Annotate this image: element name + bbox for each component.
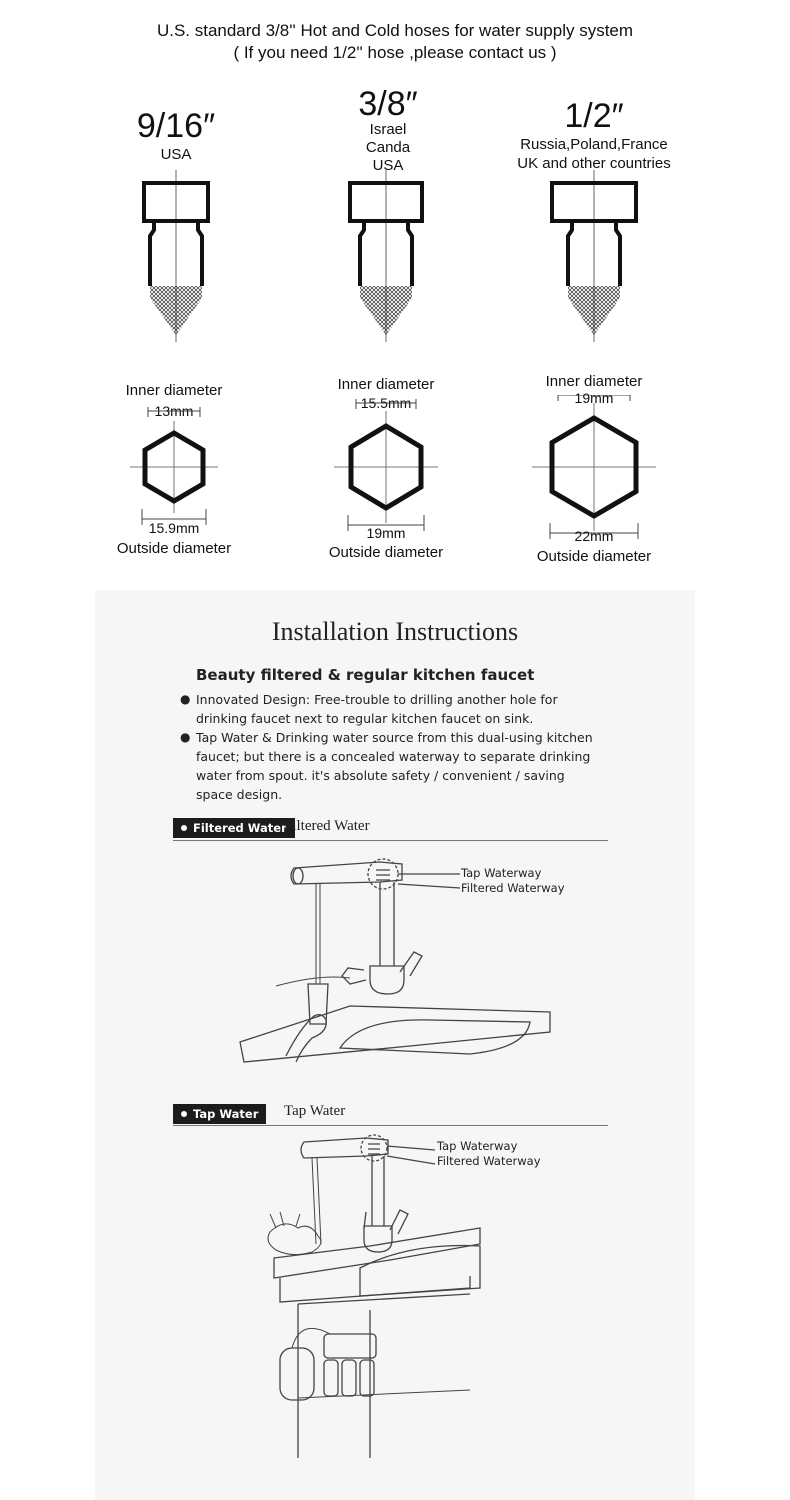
fitting-icon (552, 170, 636, 342)
region-label: Canda (365, 139, 411, 156)
divider (173, 840, 608, 841)
section-title-tap: Tap Water (284, 1103, 346, 1119)
inner-diameter-value: 19mm (574, 390, 614, 406)
bullet-icon: ● (180, 730, 191, 744)
fitting-icon (144, 170, 208, 342)
callout-filtered-waterway: Filtered Waterway (461, 881, 565, 895)
outside-diameter-label: Outside diameter (536, 548, 652, 565)
fitting-icon (350, 170, 422, 342)
instructions-title: Installation Instructions (271, 617, 519, 646)
region-label: USA (160, 146, 192, 163)
bullet-item (180, 728, 600, 804)
size-title-9-16: 9/16″ (136, 107, 216, 145)
inner-diameter-label: Inner diameter (125, 382, 223, 399)
hex-nut-icon (130, 407, 218, 525)
size-title-1-2: 1/2″ (564, 97, 624, 135)
outside-diameter-label: Outside diameter (328, 544, 444, 561)
bullet-text: Tap Water & Drinking water source from this dual-using kitchen faucet; but there is a concealed waterway to separate drinking water from spout. it's absolute safety / convenient / saving space design. (196, 730, 593, 802)
bullet-icon: ● (180, 692, 191, 706)
section-tag-tap: Tap Water (173, 1104, 266, 1124)
section-title-filtered: Filtered Water (284, 818, 370, 834)
inner-diameter-label: Inner diameter (337, 376, 435, 393)
dot-icon (181, 825, 187, 831)
hex-nut-icon (532, 395, 656, 539)
outside-diameter-label: Outside diameter (116, 540, 232, 557)
outside-diameter-value: 15.9mm (148, 520, 200, 536)
inner-diameter-label: Inner diameter (545, 373, 643, 390)
fittings-diagram (0, 170, 790, 350)
region-label: Russia,Poland,France (520, 136, 668, 153)
section-tag-filtered: Filtered Water (173, 818, 295, 838)
region-label: UK and other countries (517, 155, 671, 172)
region-label: USA (372, 157, 404, 174)
hex-nut-icon (334, 399, 438, 531)
outside-diameter-value: 22mm (574, 528, 614, 544)
callout-tap-waterway: Tap Waterway (461, 866, 542, 880)
outside-diameter-value: 19mm (366, 525, 406, 541)
header-line-2: ( If you need 1/2'' hose ,please contact us ) (233, 43, 557, 62)
inner-diameter-value: 13mm (154, 403, 194, 419)
divider (173, 1125, 608, 1126)
bullet-text: Innovated Design: Free-trouble to drilling another hole for drinking faucet next to regular kitchen faucet on sink. (196, 692, 558, 726)
dot-icon (181, 1111, 187, 1117)
instructions-subtitle: Beauty filtered & regular kitchen faucet (196, 666, 535, 684)
faucet-tap-illustration (240, 1128, 600, 1478)
region-label: Israel (369, 121, 407, 138)
callout-filtered-waterway: Filtered Waterway (437, 1154, 541, 1168)
bullet-item (180, 690, 600, 728)
inner-diameter-value: 15.5mm (360, 395, 412, 411)
callout-tap-waterway: Tap Waterway (437, 1139, 518, 1153)
size-title-3-8: 3/8″ (358, 85, 418, 123)
faucet-filtered-illustration (230, 848, 630, 1078)
header-line-1: U.S. standard 3/8'' Hot and Cold hoses for water supply system (156, 21, 634, 40)
